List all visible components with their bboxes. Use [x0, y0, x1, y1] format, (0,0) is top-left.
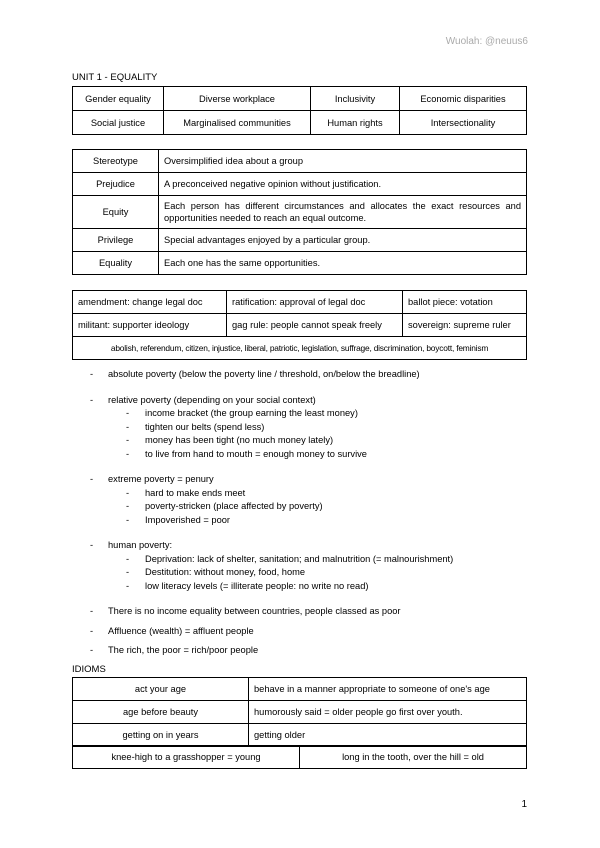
term-cell: Privilege	[73, 229, 159, 252]
meaning-cell: getting older	[249, 724, 527, 747]
table-cell: sovereign: supreme ruler	[403, 314, 527, 337]
table-row	[73, 196, 527, 229]
vocabulary-list: abolish, referendum, citizen, injustice, liberal, patriotic, legislation, suffrage, discrimination, boycott, feminism	[73, 337, 527, 360]
table-cell: Inclusivity	[311, 87, 400, 111]
vocabulary-table	[72, 290, 527, 360]
table-row	[73, 229, 527, 252]
definition-cell: Each one has the same opportunities.	[159, 252, 527, 275]
table-cell: Diverse workplace	[164, 87, 311, 111]
definitions-table	[72, 149, 527, 275]
table-row	[73, 252, 527, 275]
term-cell: Equality	[73, 252, 159, 275]
table-cell: ballot piece: votation	[403, 291, 527, 314]
list-item: - Affluence (wealth) = affluent people	[90, 625, 453, 639]
idioms-title: IDIOMS	[72, 664, 106, 675]
list-item: - Deprivation: lack of shelter, sanitation; and malnutrition (= malnourishment)	[126, 553, 453, 567]
idioms-age-table	[72, 745, 527, 769]
watermark: Wuolah: @neuus6	[445, 36, 528, 47]
table-row	[73, 87, 527, 111]
table-cell: Human rights	[311, 111, 400, 135]
list-item: - Destitution: without money, food, home	[126, 566, 453, 580]
meaning-cell: humorously said = older people go first over youth.	[249, 701, 527, 724]
definition-cell: A preconceived negative opinion without justification.	[159, 173, 527, 196]
list-item: - relative poverty (depending on your social context)	[90, 394, 453, 408]
meaning-cell: behave in a manner appropriate to someone of one's age	[249, 678, 527, 701]
topics-table	[72, 86, 527, 135]
table-row	[73, 111, 527, 135]
table-cell: Intersectionality	[400, 111, 527, 135]
list-item: - low literacy levels (= illiterate people: no write no read)	[126, 580, 453, 594]
table-row	[73, 337, 527, 360]
definition-cell: Special advantages enjoyed by a particular group.	[159, 229, 527, 252]
table-row	[73, 724, 527, 747]
list-item: - poverty-stricken (place affected by poverty)	[126, 500, 453, 514]
table-row	[73, 150, 527, 173]
table-cell: Marginalised communities	[164, 111, 311, 135]
table-row	[73, 314, 527, 337]
idiom-cell: knee-high to a grasshopper = young	[73, 746, 300, 769]
idiom-cell: long in the tooth, over the hill = old	[300, 746, 527, 769]
term-cell: Prejudice	[73, 173, 159, 196]
table-cell: Economic disparities	[400, 87, 527, 111]
idiom-cell: act your age	[73, 678, 249, 701]
table-row	[73, 701, 527, 724]
definition-cell: Oversimplified idea about a group	[159, 150, 527, 173]
list-item: - tighten our belts (spend less)	[126, 421, 453, 435]
table-cell: militant: supporter ideology	[73, 314, 227, 337]
list-item: - absolute poverty (below the poverty line / threshold, on/below the breadline)	[90, 368, 453, 382]
term-cell: Stereotype	[73, 150, 159, 173]
table-row	[73, 746, 527, 769]
list-item: - extreme poverty = penury	[90, 473, 453, 487]
table-row	[73, 291, 527, 314]
page-number: 1	[521, 799, 527, 810]
list-item: - money has been tight (no much money lately)	[126, 434, 453, 448]
idiom-cell: age before beauty	[73, 701, 249, 724]
list-item: - hard to make ends meet	[126, 487, 453, 501]
list-item: - income bracket (the group earning the least money)	[126, 407, 453, 421]
table-cell: Social justice	[73, 111, 164, 135]
idioms-table	[72, 677, 527, 747]
unit-title: UNIT 1 - EQUALITY	[72, 72, 158, 83]
table-cell: gag rule: people cannot speak freely	[227, 314, 403, 337]
table-cell: amendment: change legal doc	[73, 291, 227, 314]
list-item: - There is no income equality between countries, people classed as poor	[90, 605, 453, 619]
table-row	[73, 173, 527, 196]
list-item: - Impoverished = poor	[126, 514, 453, 528]
list-item: - human poverty:	[90, 539, 453, 553]
idiom-cell: getting on in years	[73, 724, 249, 747]
poverty-notes	[90, 368, 453, 658]
list-item: - The rich, the poor = rich/poor people	[90, 644, 453, 658]
table-cell: ratification: approval of legal doc	[227, 291, 403, 314]
list-item: - to live from hand to mouth = enough money to survive	[126, 448, 453, 462]
table-cell: Gender equality	[73, 87, 164, 111]
definition-cell: Each person has different circumstances and allocates the exact resources and opportunities needed to reach an equal outcome.	[159, 196, 527, 229]
term-cell: Equity	[73, 196, 159, 229]
table-row	[73, 678, 527, 701]
